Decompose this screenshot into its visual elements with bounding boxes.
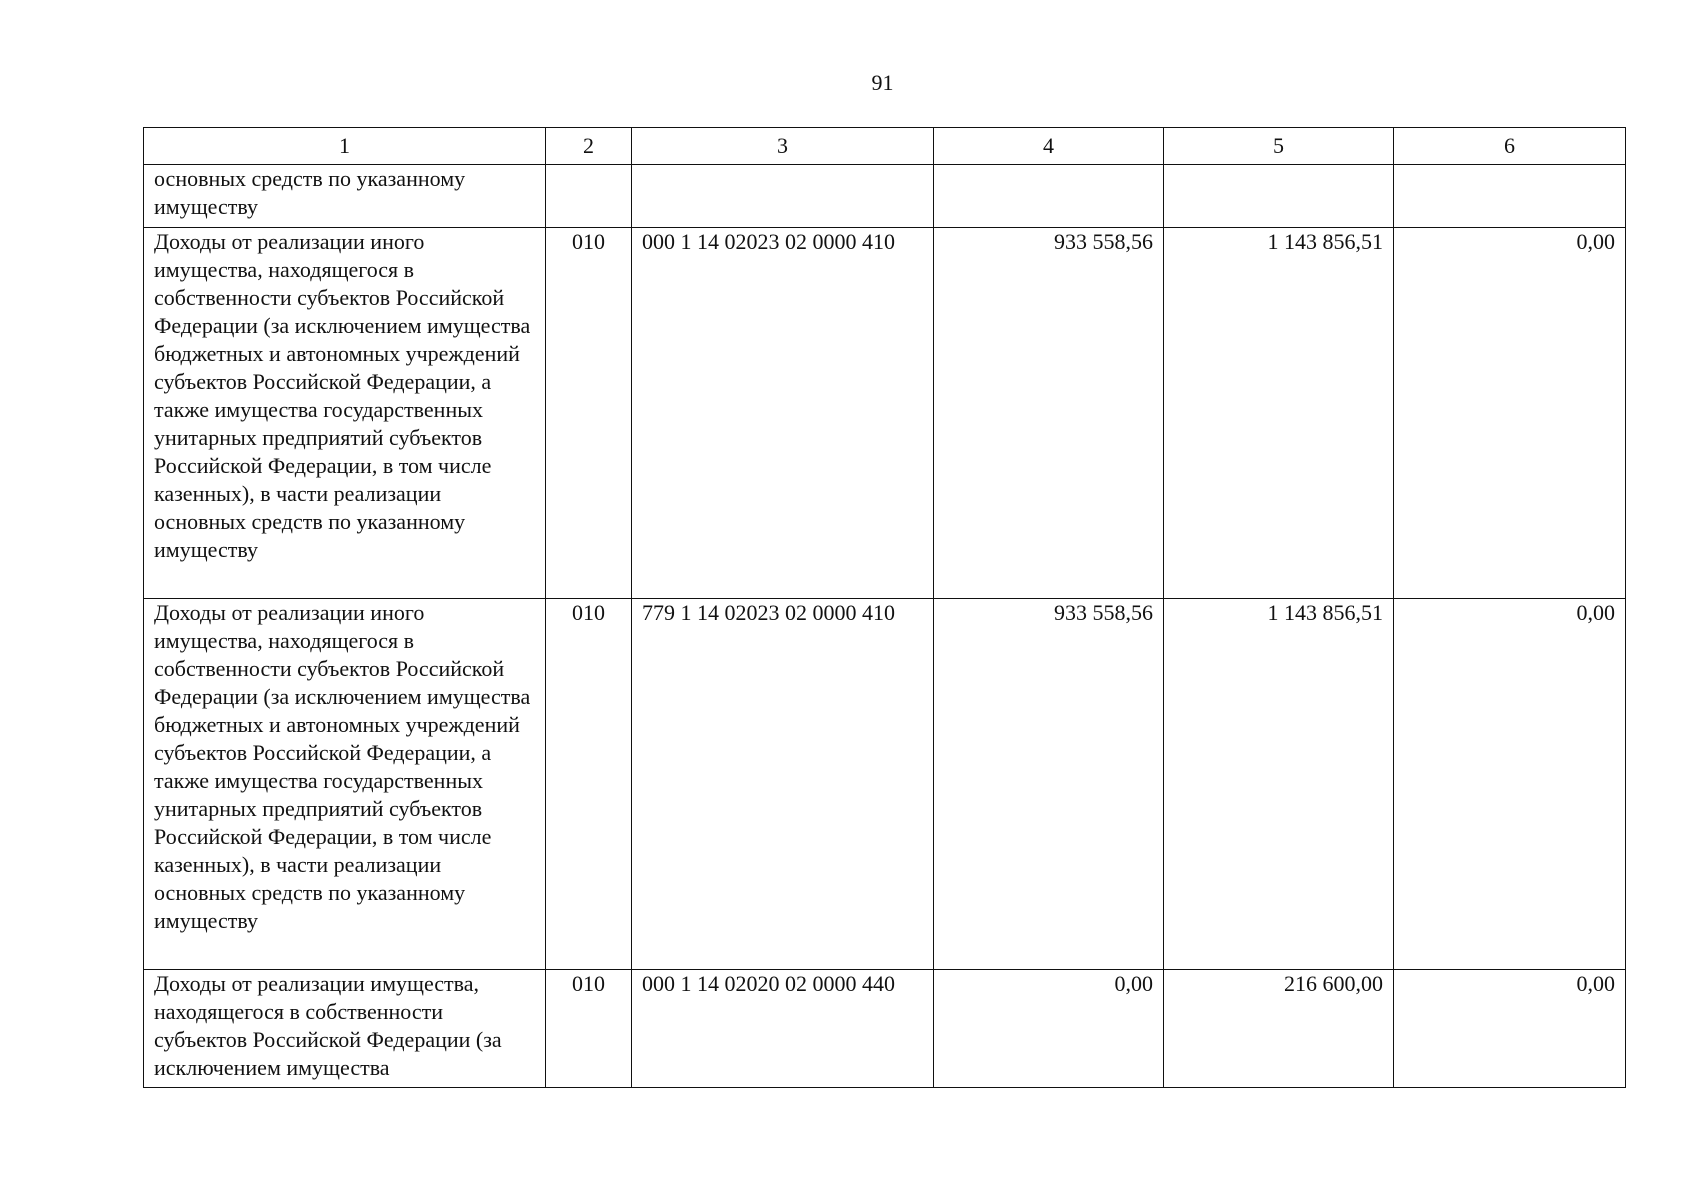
col6-value-cell: 0,00 xyxy=(1394,970,1626,1088)
income-name-cell: основных средств по указанному имуществу xyxy=(144,165,546,228)
income-name-cell: Доходы от реализации имущества, находящегося в собственности субъектов Российской Федерации (за исключением имущества xyxy=(144,970,546,1088)
column-header: 3 xyxy=(632,128,934,165)
col6-value-cell: 0,00 xyxy=(1394,228,1626,599)
income-name-cell: Доходы от реализации иного имущества, находящегося в собственности субъектов Российской Федерации (за исключением имущества бюджетных и автономных учреждений субъектов Российской Федерации, а также имущества государственных унитарных предприятий субъектов Российской Федерации, в том числе казенных), в части реализации основных средств по указанному имуществу xyxy=(144,599,546,970)
table-row xyxy=(144,599,1626,970)
table-header-row xyxy=(144,128,1626,165)
col4-value-cell: 933 558,56 xyxy=(934,228,1164,599)
page-number: 91 xyxy=(871,70,894,95)
column-header: 4 xyxy=(934,128,1164,165)
col6-value-cell: 0,00 xyxy=(1394,599,1626,970)
table-row xyxy=(144,228,1626,599)
col5-value-cell xyxy=(1164,165,1394,228)
col5-value-cell: 1 143 856,51 xyxy=(1164,599,1394,970)
line-code-cell: 010 xyxy=(546,228,632,599)
line-code-cell: 010 xyxy=(546,970,632,1088)
line-code-cell xyxy=(546,165,632,228)
budget-code-cell: 000 1 14 02020 02 0000 440 xyxy=(632,970,934,1088)
col4-value-cell xyxy=(934,165,1164,228)
budget-code-cell: 000 1 14 02023 02 0000 410 xyxy=(632,228,934,599)
income-name-cell: Доходы от реализации иного имущества, находящегося в собственности субъектов Российской Федерации (за исключением имущества бюджетных и автономных учреждений субъектов Российской Федерации, а также имущества государственных унитарных предприятий субъектов Российской Федерации, в том числе казенных), в части реализации основных средств по указанному имуществу xyxy=(144,228,546,599)
col6-value-cell xyxy=(1394,165,1626,228)
budget-code-cell: 779 1 14 02023 02 0000 410 xyxy=(632,599,934,970)
table-row xyxy=(144,970,1626,1088)
line-code-cell: 010 xyxy=(546,599,632,970)
budget-code-cell xyxy=(632,165,934,228)
revenue-table xyxy=(143,127,1626,1088)
column-header: 5 xyxy=(1164,128,1394,165)
column-header: 6 xyxy=(1394,128,1626,165)
col5-value-cell: 216 600,00 xyxy=(1164,970,1394,1088)
col4-value-cell: 0,00 xyxy=(934,970,1164,1088)
col4-value-cell: 933 558,56 xyxy=(934,599,1164,970)
column-header: 2 xyxy=(546,128,632,165)
column-header: 1 xyxy=(144,128,546,165)
table-row xyxy=(144,165,1626,228)
col5-value-cell: 1 143 856,51 xyxy=(1164,228,1394,599)
